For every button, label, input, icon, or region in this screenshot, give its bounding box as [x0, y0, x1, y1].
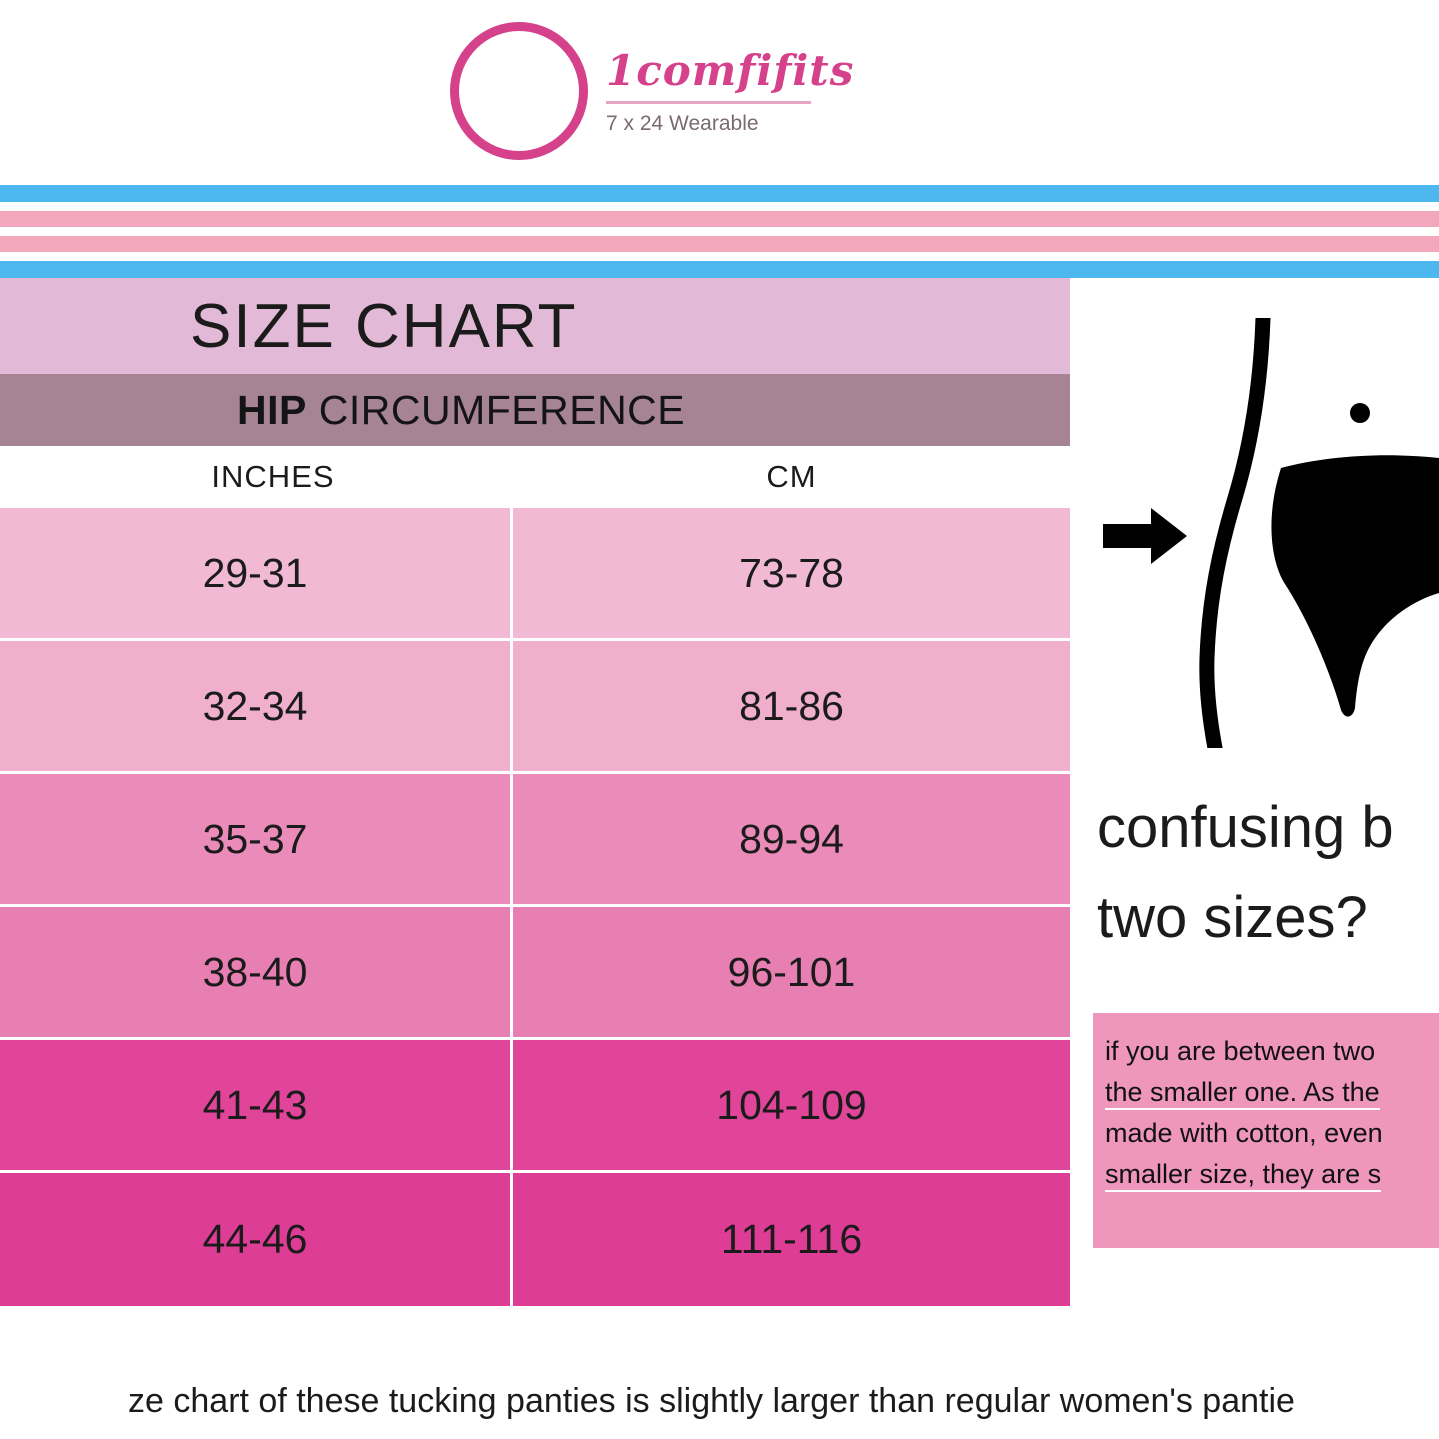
column-header-inches: INCHES: [211, 459, 335, 494]
main-content: [0, 278, 1439, 1388]
cell-inches: 29-31: [0, 507, 513, 640]
table-row: [0, 774, 1070, 907]
note-box: [1093, 1013, 1439, 1248]
subtitle: [237, 387, 685, 434]
note-underlined-text: smaller size, they are s: [1105, 1159, 1381, 1192]
cell-inches: 35-37: [0, 773, 513, 906]
page-header: [0, 0, 1439, 185]
right-panel: [1085, 278, 1439, 1388]
cell-inches: 44-46: [0, 1173, 513, 1306]
brand-text-block: [606, 22, 854, 136]
circle-ring-logo-icon: [450, 22, 588, 160]
cell-inches: 38-40: [0, 906, 513, 1039]
stripe-gap-3: [0, 252, 1439, 261]
note-line: if you are between two: [1105, 1036, 1376, 1066]
table-header-row: [0, 446, 1070, 508]
cell-inches: 32-34: [0, 640, 513, 773]
cell-cm: 89-94: [739, 815, 844, 862]
subtitle-strong: HIP: [237, 386, 307, 433]
subtitle-rest: CIRCUMFERENCE: [306, 386, 686, 433]
headline-block: [1097, 783, 1394, 963]
footer: [0, 1382, 1439, 1421]
footer-note: ze chart of these tucking panties is slightly larger than regular women's pantie: [128, 1382, 1295, 1420]
cell-cm: 111-116: [720, 1216, 863, 1262]
table-row: [0, 641, 1070, 774]
stripe-blue-bottom: [0, 261, 1439, 278]
decorative-stripes: [0, 185, 1439, 278]
cell-inches: 41-43: [0, 1039, 513, 1172]
stripe-pink-top: [0, 211, 1439, 227]
note-underlined-text: the smaller one. As the: [1105, 1077, 1380, 1110]
cell-cm: 104-109: [716, 1081, 867, 1128]
header-spacer: [0, 446, 33, 508]
column-header-cm: CM: [766, 459, 817, 494]
cell-cm: 73-78: [739, 549, 844, 596]
note-line: [1105, 1154, 1439, 1195]
stripe-gap-2: [0, 227, 1439, 236]
stripe-pink-bottom: [0, 236, 1439, 252]
table-row: [0, 907, 1070, 1040]
table-row: [0, 1040, 1070, 1173]
size-chart-subtitle-bar: [0, 374, 1070, 446]
size-chart-block: [0, 278, 1070, 1306]
stripe-blue-top: [0, 185, 1439, 202]
cell-cm: 81-86: [739, 682, 844, 729]
table-row: [0, 1173, 1070, 1306]
stripe-gap-1: [0, 202, 1439, 211]
right-arrow-icon: [1103, 506, 1187, 566]
brand-tagline: 7 x 24 Wearable: [606, 112, 759, 135]
headline-line-2: two sizes?: [1097, 884, 1368, 950]
page-title: SIZE CHART: [190, 291, 578, 361]
headline-line-1: confusing b: [1097, 795, 1394, 860]
brand-underline: [606, 101, 811, 104]
brand-name: 1comfifits: [606, 46, 855, 95]
cell-cm: 96-101: [727, 948, 856, 995]
note-line: made with cotton, even: [1105, 1118, 1383, 1148]
size-chart-title-bar: [0, 278, 1070, 374]
note-line: [1105, 1072, 1439, 1113]
table-row: [0, 508, 1070, 641]
brand-logo: [450, 22, 854, 160]
